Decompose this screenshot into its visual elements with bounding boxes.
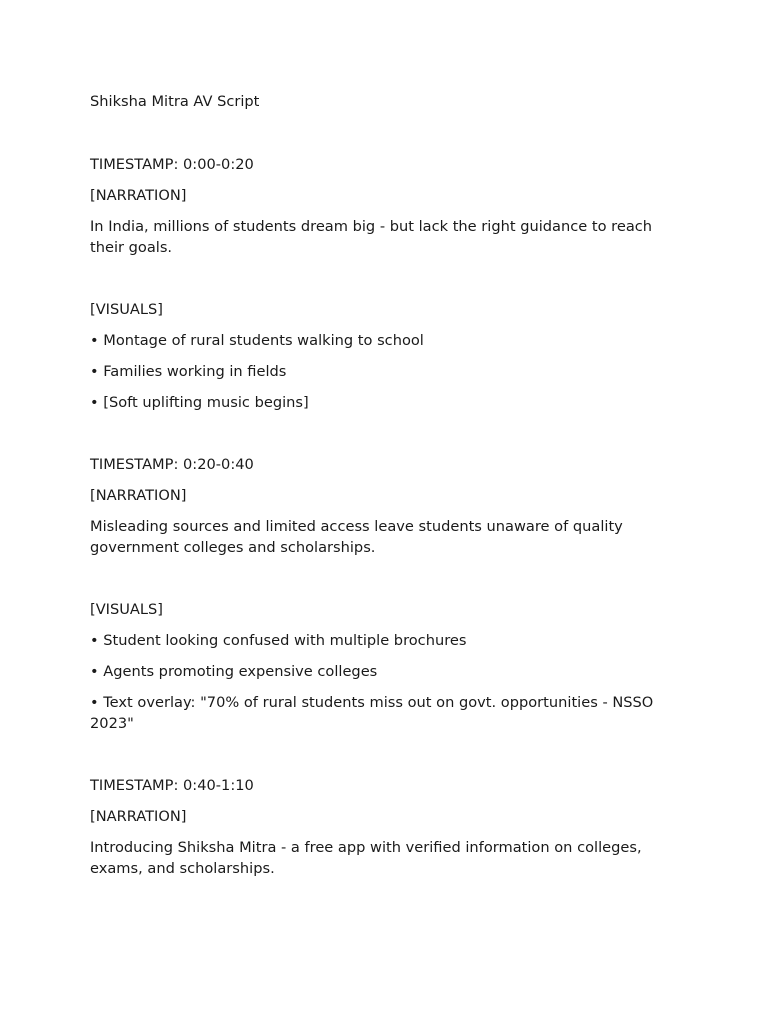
narration-label: [NARRATION] [90,808,187,825]
narration-text: Misleading sources and limited access leave students unaware of quality government colleges and scholarships. [90,518,623,556]
narration-text: In India, millions of students dream big - but lack the right guidance to reach their goals. [90,218,653,256]
script-section [90,454,678,734]
narration-label: [NARRATION] [90,487,187,504]
visual-bullet: • Agents promoting expensive colleges [90,663,378,680]
visuals-label: [VISUALS] [90,301,163,318]
visual-bullet: • Text overlay: "70% of rural students miss out on govt. opportunities - NSSO 2023" [90,694,654,732]
narration-text: Introducing Shiksha Mitra - a free app with verified information on colleges, exams, and scholarships. [90,839,642,877]
document-page [90,91,678,889]
visual-bullet: • Families working in fields [90,363,287,380]
document-title: Shiksha Mitra AV Script [90,93,260,110]
visual-bullet: • [Soft uplifting music begins] [90,394,309,411]
visual-bullet: • Student looking confused with multiple brochures [90,632,467,649]
visuals-label: [VISUALS] [90,601,163,618]
timestamp-heading: TIMESTAMP: 0:40-1:10 [90,777,254,794]
script-section [90,154,678,413]
visual-bullet: • Montage of rural students walking to school [90,332,424,349]
timestamp-heading: TIMESTAMP: 0:20-0:40 [90,456,254,473]
script-section [90,775,678,879]
narration-label: [NARRATION] [90,187,187,204]
timestamp-heading: TIMESTAMP: 0:00-0:20 [90,156,254,173]
